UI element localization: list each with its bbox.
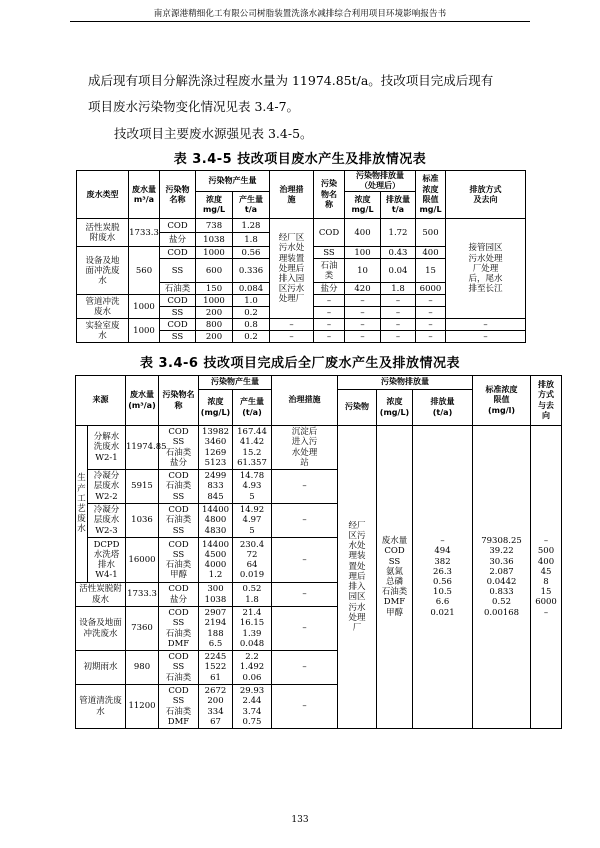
cell-pollutant: COD 石油类 SS [159,504,199,538]
cell-conc: 2672 200 334 67 [199,685,233,729]
cell-emit-amount: 0.43 [381,247,416,259]
cell-pollutant: COD [160,295,196,307]
th-amount-2: 排放量 (t/a) [413,390,473,426]
cell-measure: 沉淀后 进入污 水处理 站 [272,426,338,470]
th-pollutant-2: 污染物 [338,390,377,426]
cell-emit-amount: 1.72 [381,219,416,247]
cell-pollutant: COD SS 石油类 盐分 [159,426,199,470]
cell-volume: 5915 [126,470,159,504]
cell-measure: 经厂区 污水处 理装置 处理后 排入园 区污水 处理厂 [270,219,314,319]
th-amount: 产生量 t/a [233,192,270,219]
cell-conc: 800 [196,319,233,331]
cell-volume: 11974.85 [126,426,159,470]
cell-pollutant: COD [160,319,196,331]
cell-emit-pollutant: 废水量 COD SS 氨氮 总磷 石油类 DMF 甲醇 [377,426,413,729]
cell-standard: 15 [416,259,446,283]
cell-conc: 150 [196,283,233,295]
th-volume: 废水量 m³/a [129,171,160,219]
cell-standard: 400 [416,247,446,259]
th-conc: 浓度 (mg/L) [199,390,233,426]
cell-emit-pollutant: 盐分 [314,283,345,295]
th-conc-2: 浓度 mg/L [345,192,381,219]
cell-amount: 0.56 [233,247,270,259]
cell-amount: 0.52 1.8 [233,583,272,607]
cell-emit-conc: 100 [345,247,381,259]
th-conc: 浓度 mg/L [196,192,233,219]
cell-volume: 560 [129,247,160,295]
cell-conc: 1038 [196,233,233,247]
cell-dash: – [314,331,345,343]
cell-source: 活性炭脱附 废水 [76,583,126,607]
th-standard: 标准浓度 限值 (mg/l) [473,376,531,426]
cell-emit-conc: 10 [345,259,381,283]
cell-dash: – [416,331,446,343]
cell-pollutant: COD SS 石油类 [159,651,199,685]
cell-conc: 14400 4500 4000 1.2 [199,538,233,583]
cell-dash: – [381,307,416,319]
cell-type: 管道冲洗 废水 [77,295,129,319]
cell-dash: – [446,331,526,343]
cell-amount: 0.336 [233,259,270,283]
cell-conc: 300 1038 [199,583,233,607]
group-label-process-wastewater: 生 产 工 艺 废 水 [76,426,88,583]
cell-amount: 21.4 16.15 1.39 0.048 [233,607,272,651]
cell-dash: – [381,295,416,307]
cell-type: 活性炭脱 附废水 [77,219,129,247]
cell-conc: 14400 4800 4830 [199,504,233,538]
cell-emit-pollutant: 石油 类 [314,259,345,283]
th-produce: 污染物产生量 [196,171,270,192]
th-measure: 治理措 施 [270,171,314,219]
cell-amount: 167.44 41.42 15.2 61.357 [233,426,272,470]
cell-source: 冷凝分 层废水 W2-2 [88,470,126,504]
table-3-4-5 [76,170,526,343]
cell-amount: 0.2 [233,307,270,319]
cell-emit-conc: – 494 382 26.3 0.56 10.5 6.6 0.021 [413,426,473,729]
cell-dash: – [345,319,381,331]
table-3-4-6-caption: 表 3.4-6 技改项目完成后全厂废水产生及排放情况表 [139,356,461,371]
th-pollutant-2: 污染 物名 称 [314,171,345,219]
cell-amount: 14.78 4.93 5 [233,470,272,504]
cell-conc: 600 [196,259,233,283]
th-conc-2: 浓度 (mg/L) [377,390,413,426]
cell-emit-conc: 400 [345,219,381,247]
cell-pollutant: COD SS 石油类 DMF [159,685,199,729]
th-produce: 污染物产生量 [199,376,272,390]
cell-type: 设备及地 面冲洗废 水 [77,247,129,295]
th-measure: 治理措施 [272,376,338,426]
cell-volume: 1000 [129,319,160,343]
cell-dash: – [381,319,416,331]
cell-volume: 980 [126,651,159,685]
cell-conc: 13982 3460 1269 5123 [199,426,233,470]
cell-conc: 2907 2194 188 6.5 [199,607,233,651]
th-wastewater-type: 废水类型 [77,171,129,219]
table-3-4-5-caption: 表 3.4-5 技改项目废水产生及排放情况表 [173,152,427,167]
cell-dash: – [446,319,526,331]
cell-volume: 1733.3 [129,219,160,247]
cell-measure: – [272,538,338,583]
cell-source: 设备及地面 冲洗废水 [76,607,126,651]
cell-amount: 2.2 1.492 0.06 [233,651,272,685]
cell-conc: 738 [196,219,233,233]
cell-dash: – [270,331,314,343]
cell-amount: 1.8 [233,233,270,247]
cell-measure: – [272,685,338,729]
cell-emit-pollutant: COD [314,219,345,247]
cell-amount: 1.28 [233,219,270,233]
cell-pollutant: COD [160,247,196,259]
cell-dash: – [345,331,381,343]
th-amount: 产生量 (t/a) [233,390,272,426]
paragraph-line-3: 技改项目主要废水源强见表 3.4-5。 [114,126,313,141]
cell-conc: 1000 [196,295,233,307]
cell-dash: – [416,295,446,307]
cell-volume: 7360 [126,607,159,651]
cell-volume: 11200 [126,685,159,729]
cell-dash: – [314,319,345,331]
cell-measure: – [272,470,338,504]
cell-conc: 200 [196,331,233,343]
cell-emit-amount: 79308.25 39.22 30.36 2.087 0.0442 0.833 0.52 0.00168 [473,426,531,729]
cell-amount: 0.2 [233,331,270,343]
paragraph-line-2: 项目废水污染物变化情况见表 3.4-7。 [88,99,300,114]
cell-standard: – 500 400 45 8 15 6000 – [531,426,562,729]
table-row [77,219,526,233]
cell-emit-amount: 0.04 [381,259,416,283]
cell-dash: – [416,319,446,331]
table-row [77,319,526,331]
cell-pollutant: SS [160,331,196,343]
cell-destination: 接管园区 污水处理 厂处理 后，尾水 排至长江 [446,219,526,319]
cell-conc: 2245 1522 61 [199,651,233,685]
cell-dash: – [270,319,314,331]
cell-measure: – [272,651,338,685]
paragraph-line-1: 成后现有项目分解洗涤过程废水量为 11974.85t/a。技改项目完成后现有 [88,73,494,88]
cell-overall-measure: 经厂 区污 水处 理装 置处 理后 排入 园区 污水 处理 厂 [338,426,377,729]
cell-measure: – [272,583,338,607]
cell-amount: 230.4 72 64 0.019 [233,538,272,583]
cell-pollutant: SS [160,307,196,319]
cell-emit-amount: 1.8 [381,283,416,295]
cell-emit-conc: 420 [345,283,381,295]
cell-source: 分解水 洗废水 W2-1 [88,426,126,470]
cell-measure: – [272,607,338,651]
cell-dash: – [345,307,381,319]
table-row [76,426,562,470]
page-number: 133 [291,815,309,825]
th-destination: 排放方式 及去向 [446,171,526,219]
header-divider [70,21,530,22]
cell-dash: – [314,307,345,319]
th-pollutant: 污染物 名称 [160,171,196,219]
cell-standard: 500 [416,219,446,247]
cell-source: DCPD 水洗塔 排水 W4-1 [88,538,126,583]
cell-pollutant: COD 石油类 SS [159,470,199,504]
cell-conc: 200 [196,307,233,319]
cell-amount: 0.8 [233,319,270,331]
cell-pollutant: SS [160,259,196,283]
th-emission: 污染物排放量 [338,376,473,390]
th-source: 来源 [76,376,126,426]
cell-source: 管道清洗废 水 [76,685,126,729]
th-pollutant: 污染物名 称 [159,376,199,426]
document-header: 南京源港精细化工有限公司树脂装置洗涤水减排综合利用项目环境影响报告书 [153,9,447,19]
th-destination: 排放 方式 与去 向 [531,376,562,426]
th-amount-2: 排放量 t/a [381,192,416,219]
cell-dash: – [416,307,446,319]
cell-amount: 1.0 [233,295,270,307]
cell-pollutant: 盐分 [160,233,196,247]
cell-conc: 2499 833 845 [199,470,233,504]
th-volume: 废水量 (m³/a) [126,376,159,426]
cell-dash: – [381,331,416,343]
cell-measure: – [272,504,338,538]
cell-pollutant: COD [160,219,196,233]
cell-pollutant: COD SS 石油类 甲醇 [159,538,199,583]
cell-dash: – [345,295,381,307]
cell-source: 初期雨水 [76,651,126,685]
cell-volume: 1733.3 [126,583,159,607]
th-standard: 标准 浓度 限值 mg/L [416,171,446,219]
cell-volume: 1036 [126,504,159,538]
cell-type: 实验室废 水 [77,319,129,343]
cell-pollutant: 石油类 [160,283,196,295]
cell-emit-pollutant: SS [314,247,345,259]
cell-pollutant: COD 盐分 [159,583,199,607]
th-emission: 污染物排放量 （处理后） [345,171,416,192]
cell-amount: 0.084 [233,283,270,295]
cell-conc: 1000 [196,247,233,259]
cell-pollutant: COD SS 石油类 DMF [159,607,199,651]
cell-standard: 6000 [416,283,446,295]
table-3-4-6 [75,375,562,729]
cell-volume: 16000 [126,538,159,583]
cell-amount: 29.93 2.44 3.74 0.75 [233,685,272,729]
cell-dash: – [314,295,345,307]
cell-amount: 14.92 4.97 5 [233,504,272,538]
cell-volume: 1000 [129,295,160,319]
cell-source: 冷凝分 层废水 W2-3 [88,504,126,538]
